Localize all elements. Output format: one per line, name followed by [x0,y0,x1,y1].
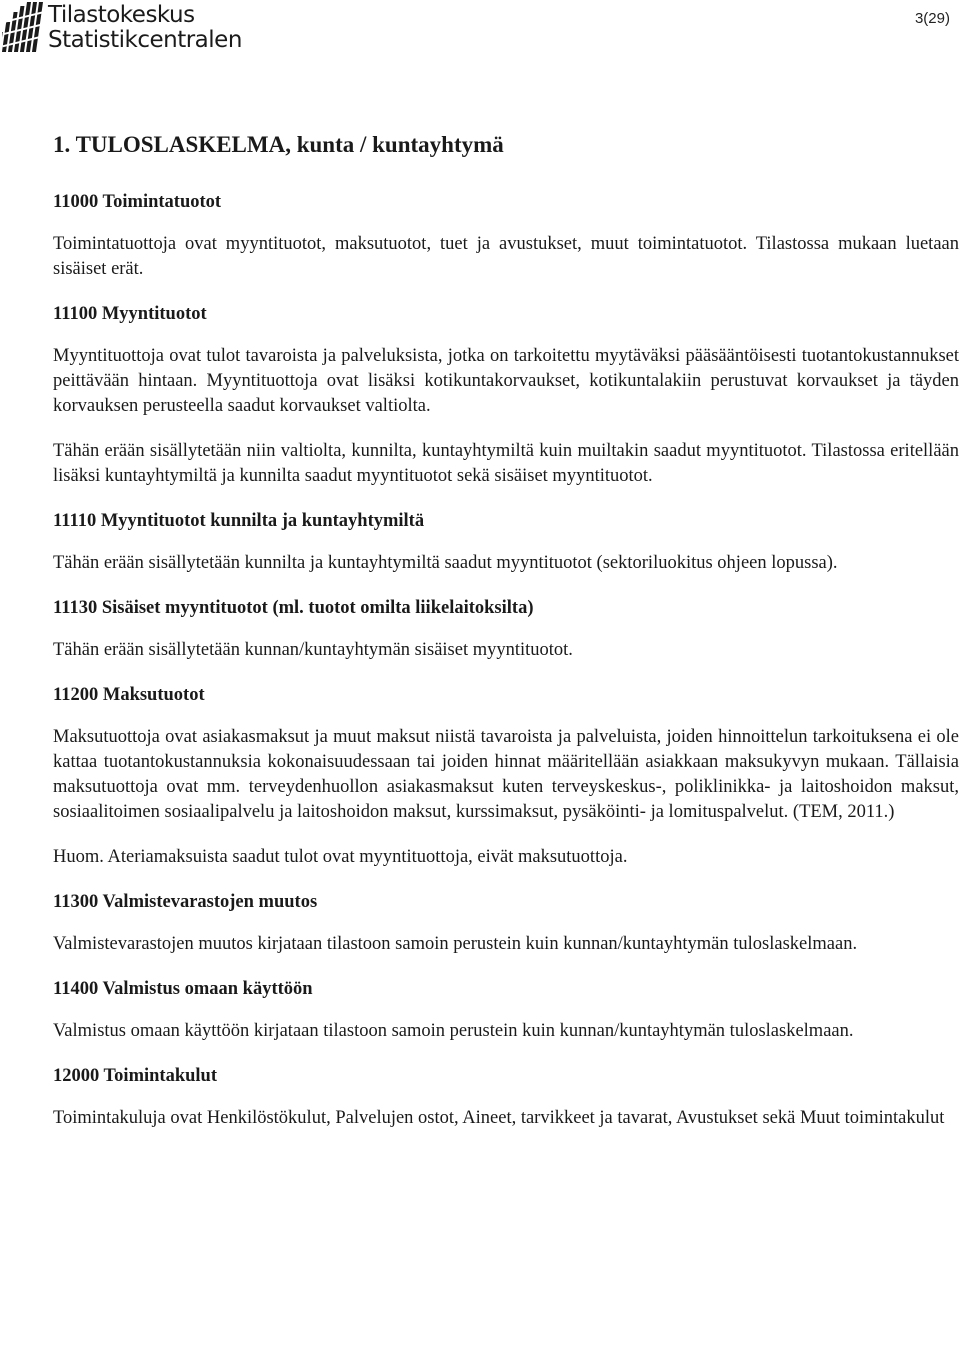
section-paragraph: Valmistevarastojen muutos kirjataan tilastoon samoin perustein kuin kunnan/kuntayhtymän tuloslaskelmaan. [53,934,858,954]
page-header [0,0,960,60]
section-11100 [53,302,959,489]
section-11300 [53,890,959,957]
section-heading: 11110 Myyntituotot kunnilta ja kuntayhtymiltä [53,511,425,531]
document-title: 1. TULOSLASKELMA, kunta / kuntayhtymä [53,132,504,157]
page-number: 3(29) [914,10,950,27]
logo-mark-icon [2,2,46,54]
section-heading: 11400 Valmistus omaan käyttöön [53,979,313,999]
section-paragraph: Maksutuottoja ovat asiakasmaksut ja muut maksut niistä tavaroista ja palveluista, joiden hinnoittelun tarkoituksena ei ole kattaa tuotantokustannuksia kokonaisuudessaan tai joiden hinnat määritellään asiakkaan maksukyvyn mukaan. Tällaisia maksutuottoja ovat mm. terveydenhuollon asiakasmaksut kuten terveyskeskus-, poliklinikka- ja laitoshoidon maksut, sosiaalitoimen sosiaalipalvelu ja laitoshoidon maksut, kurssimaksut, pysäköinti- ja lomituspalvelut. (TEM, 2011.) [53,727,959,822]
section-heading: 11000 Toimintatuotot [53,192,222,212]
logo-text-finnish: Tilastokeskus [48,2,195,28]
document-body [53,128,959,1151]
section-paragraph: Huom. Ateriamaksuista saadut tulot ovat myyntituottoja, eivät maksutuottoja. [53,847,628,867]
section-12000 [53,1064,959,1131]
section-11400 [53,977,959,1044]
tilastokeskus-logo [2,2,252,54]
logo-text-swedish: Statistikcentralen [48,27,242,53]
section-heading: 11130 Sisäiset myyntituotot (ml. tuotot omilta liikelaitoksilta) [53,598,534,618]
section-11130 [53,596,959,663]
section-11000 [53,190,959,282]
section-paragraph: Toimintakuluja ovat Henkilöstökulut, Palvelujen ostot, Aineet, tarvikkeet ja tavarat, Avustukset sekä Muut toimintakulut [53,1108,945,1128]
section-11200 [53,683,959,870]
section-heading: 12000 Toimintakulut [53,1066,217,1086]
section-paragraph: Tähän erään sisällytetään niin valtiolta, kunnilta, kuntayhtymiltä kuin muiltakin saadut myyntituotot. Tilastossa eritellään lisäksi kuntayhtymiltä ja kunnilta saadut myyntituotot sekä sisäiset myyntituotot. [53,441,959,486]
section-paragraph: Tähän erään sisällytetään kunnan/kuntayhtymän sisäiset myyntituotot. [53,640,573,660]
section-paragraph: Toimintatuottoja ovat myyntituotot, maksutuotot, tuet ja avustukset, muut toimintatuotot. Tilastossa mukaan luetaan sisäiset erät. [53,234,959,279]
section-heading: 11100 Myyntituotot [53,304,207,324]
section-heading: 11200 Maksutuotot [53,685,205,705]
section-11110 [53,509,959,576]
section-paragraph: Myyntituottoja ovat tulot tavaroista ja palveluksista, jotka on tarkoitettu myytäväksi pääsääntöisesti tuotantokustannukset peittävään hintaan. Myyntituottoja ovat lisäksi kotikuntakorvaukset, kotikuntalakiin perustuvat korvaukset ja täyden korvauksen perusteella saadut korvaukset valtiolta. [53,346,959,416]
section-paragraph: Valmistus omaan käyttöön kirjataan tilastoon samoin perustein kuin kunnan/kuntayhtymän tuloslaskelmaan. [53,1021,854,1041]
section-heading: 11300 Valmistevarastojen muutos [53,892,318,912]
section-paragraph: Tähän erään sisällytetään kunnilta ja kuntayhtymiltä saadut myyntituotot (sektoriluokitus ohjeen lopussa). [53,553,838,573]
